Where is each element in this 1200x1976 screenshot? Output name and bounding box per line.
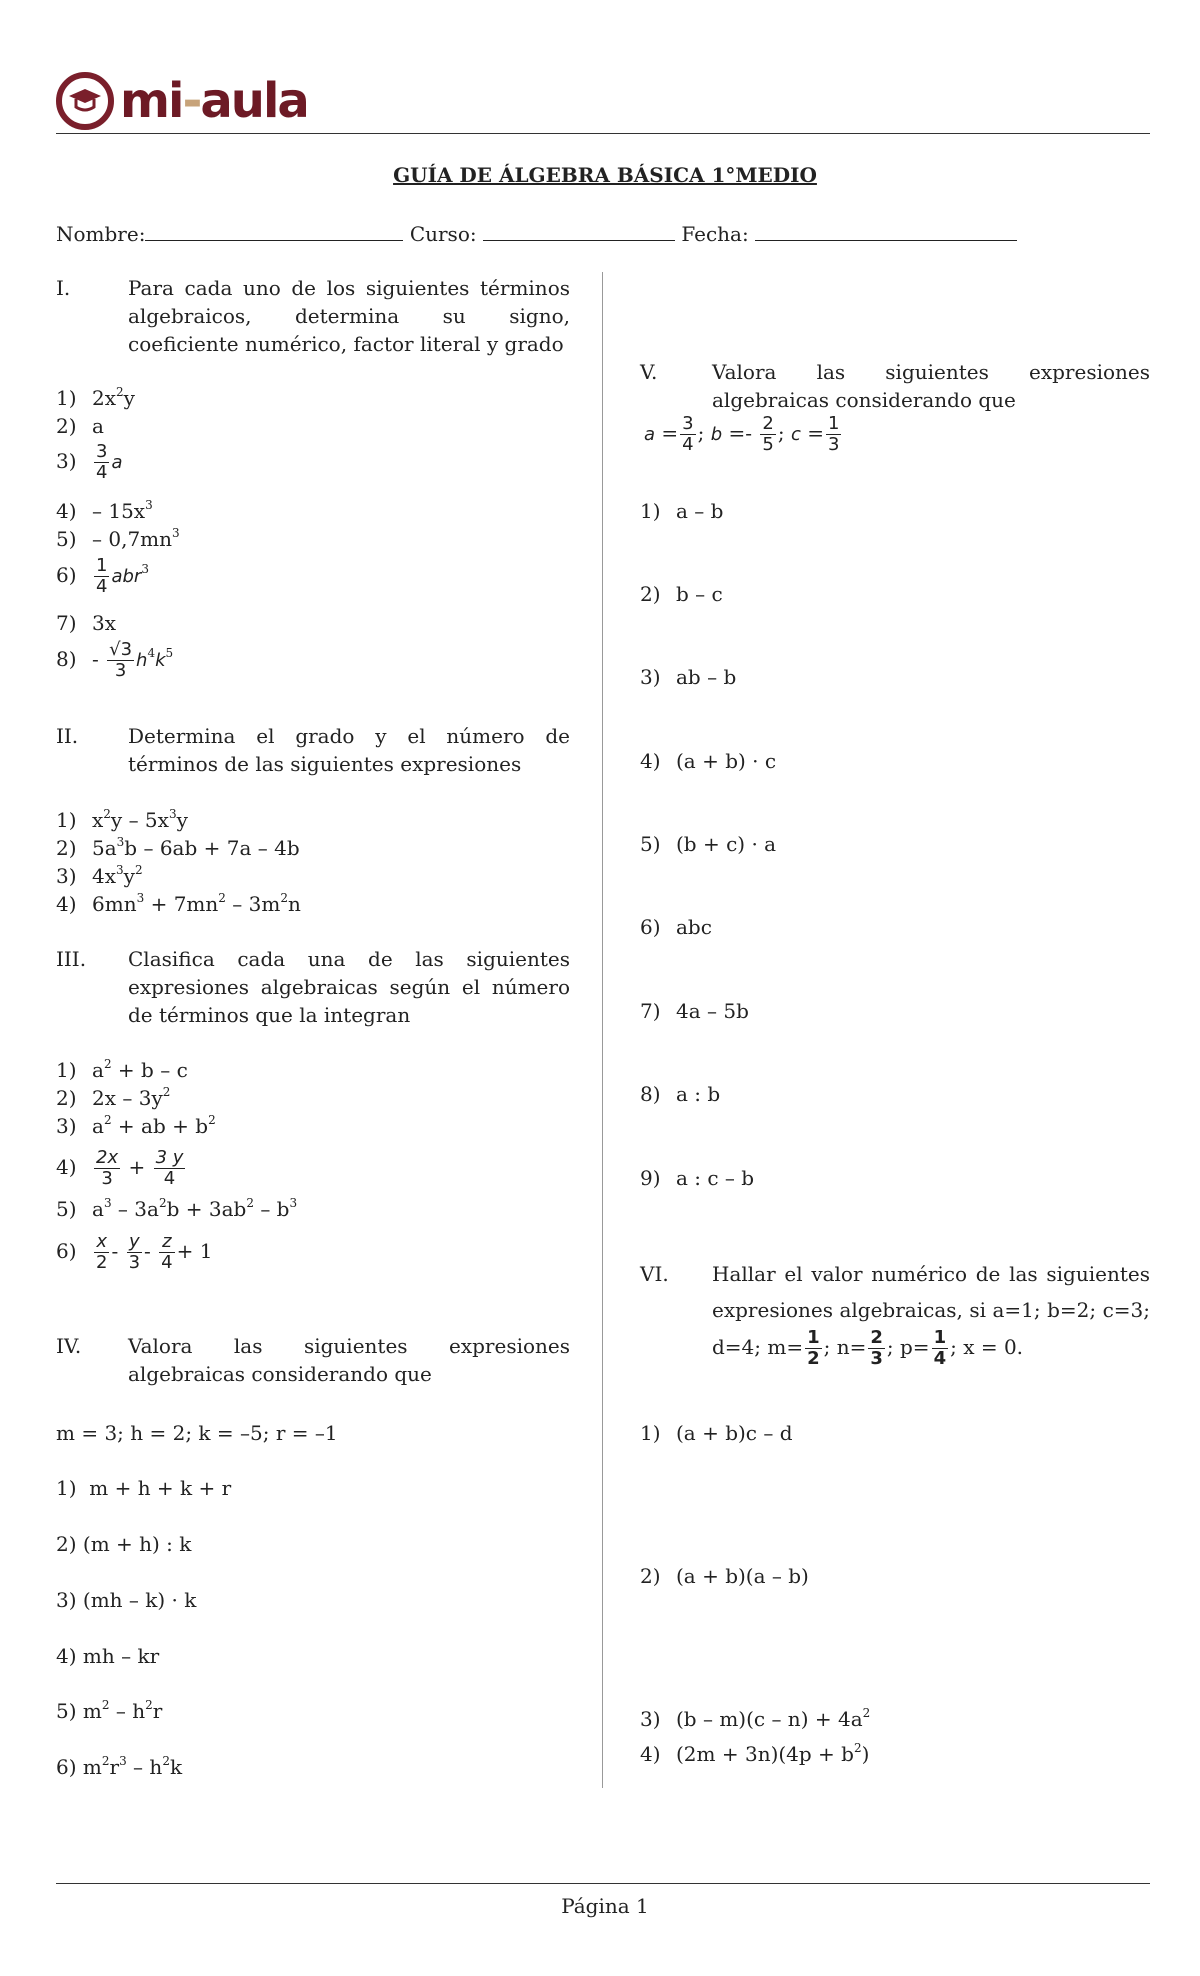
nombre-field[interactable] [145,220,403,241]
section-1-instruction: Para cada uno de los siguientes términos algebraicos, determina su signo, coeficiente numérico, factor literal y grado [128,276,570,356]
student-info-fields [56,220,1017,246]
list-item: 2) (m + h) : k [56,1532,192,1556]
section-3: III. Clasifica cada una de las siguientes expresiones algebraicas según el número de términos que la integran [56,947,570,1027]
section-2-instruction: Determina el grado y el número de términos de las siguientes expresiones [128,724,570,776]
section-6-instruction: Hallar el valor numérico de las siguientes expresiones algebraicas, si a=1; b=2; c=3; d=4; m= $\frac{1}{2}$ ; n= $\frac{2}{3}$ ; p= $\frac{1}{4}$ ; x = 0. [712,1262,1150,1369]
list-item: 2) b – c [640,582,723,606]
list-item: 1) $x^2y - 5x^3y$ [56,807,188,832]
graduation-cap-icon [56,72,114,130]
curso-field[interactable] [483,220,675,241]
list-item: 1) (a + b)c – d [640,1421,793,1445]
list-item: 1) a – b [640,499,724,523]
section-5-instruction: Valora las siguientes expresiones algebraicas considerando que [712,360,1150,412]
list-item: 1) $2x^2y$ [56,385,135,410]
list-item: $4) - 15x^3$ [56,498,153,523]
list-item: 5) $m^2 - h^2r$ [56,1698,163,1723]
list-item: 4) (a + b) · c [640,749,777,773]
section-5: V. Valora las siguientes expresiones algebraicas considerando que [640,360,1150,412]
list-item: 8) - $\frac{√3}{3}$ $h^4k^5$ [56,639,174,681]
section-3-instruction: Clasifica cada una de las siguientes expresiones algebraicas según el número de términos que la integran [128,947,570,1027]
header-divider [56,133,1150,134]
section-4-instruction: Valora las siguientes expresiones algebraicas considerando que [128,1334,570,1386]
section-6: VI. Hallar el valor numérico de las siguientes expresiones algebraicas, si a=1; b=2; c=3; d=4; m= $\frac{1}{2}$ ; n= $\frac{2}{3}$ ; p= $\frac{1}{4}$ ; x = 0. [640,1256,1150,1369]
section-4: IV. Valora las siguientes expresiones algebraicas considerando que [56,1334,570,1386]
section-4-values: m = 3; h = 2; k = –5; r = –1 [56,1421,338,1445]
list-item: 8) a : b [640,1082,721,1106]
list-item: 6) $\frac{1}{4}$ abr$^3$ [56,555,149,597]
fecha-field[interactable] [755,220,1017,241]
list-item: 5) (b + c) · a [640,832,777,856]
list-item: 9) a : c – b [640,1166,755,1190]
list-item: 2) $2x - 3y^2$ [56,1085,171,1110]
list-item: 3) $\frac{3}{4}$ a [56,441,123,483]
list-item: 3) ab – b [640,665,737,689]
logo-text: mi-aula [120,73,308,129]
column-divider [602,272,603,1788]
list-item: 3) $4x^3y^2$ [56,863,143,888]
list-item: 2) $5a^3b - 6ab + 7a - 4b$ [56,835,300,860]
list-item: 3) (mh – k) · k [56,1588,197,1612]
curso-label: Curso: [409,222,477,246]
section-1: I. Para cada uno de los siguientes términos algebraicos, determina su signo, coeficiente numérico, factor literal y grado [56,276,570,356]
list-item: 6) $\frac{x}{2}$ - $\frac{y}{3}$ - $\frac{z}{4}$ + 1 [56,1231,213,1273]
list-item: 4) mh – kr [56,1644,160,1668]
list-item: $5) - 0,7mn^3$ [56,526,180,551]
footer-divider [56,1883,1150,1884]
list-item: 4) $\frac{2x}{3}$ + $\frac{3 y}{4}$ [56,1147,184,1189]
list-item: 7) 3x [56,611,117,635]
list-item: 7) 4a – 5b [640,999,749,1023]
list-item: 6) abc [640,915,712,939]
section-5-values: a = $\frac{3}{4}$ ; b =- $\frac{2}{5}$ ; c = $\frac{1}{3}$ [644,413,840,455]
list-item: 6) $m^2r^3 - h^2k$ [56,1754,183,1779]
list-item: 4) $(2m + 3n)(4p + b^2)$ [640,1741,870,1766]
list-item: 2) (a + b)(a – b) [640,1564,809,1588]
list-item: 3) $(b - m)(c - n) + 4a^2$ [640,1706,871,1731]
list-item: 4) $6mn^3 + 7mn^2 - 3m^2n$ [56,891,301,916]
list-item: 1) m + h + k + r [56,1476,232,1500]
page-title: GUÍA DE ÁLGEBRA BÁSICA 1°MEDIO [393,163,817,187]
section-2: II. Determina el grado y el número de términos de las siguientes expresiones [56,724,570,776]
list-item: 1) $a^2 + b - c$ [56,1057,188,1082]
fecha-label: Fecha: [681,222,749,246]
list-item: 2) a [56,414,104,438]
list-item: 5) $a^3 - 3a^2b + 3ab^2 - b^3$ [56,1196,298,1221]
mi-aula-logo [56,66,308,136]
nombre-label: Nombre: [56,222,146,246]
list-item: 3) $a^2$ + ab + $b^2$ [56,1113,216,1138]
page-number: Página 1 [561,1894,649,1918]
